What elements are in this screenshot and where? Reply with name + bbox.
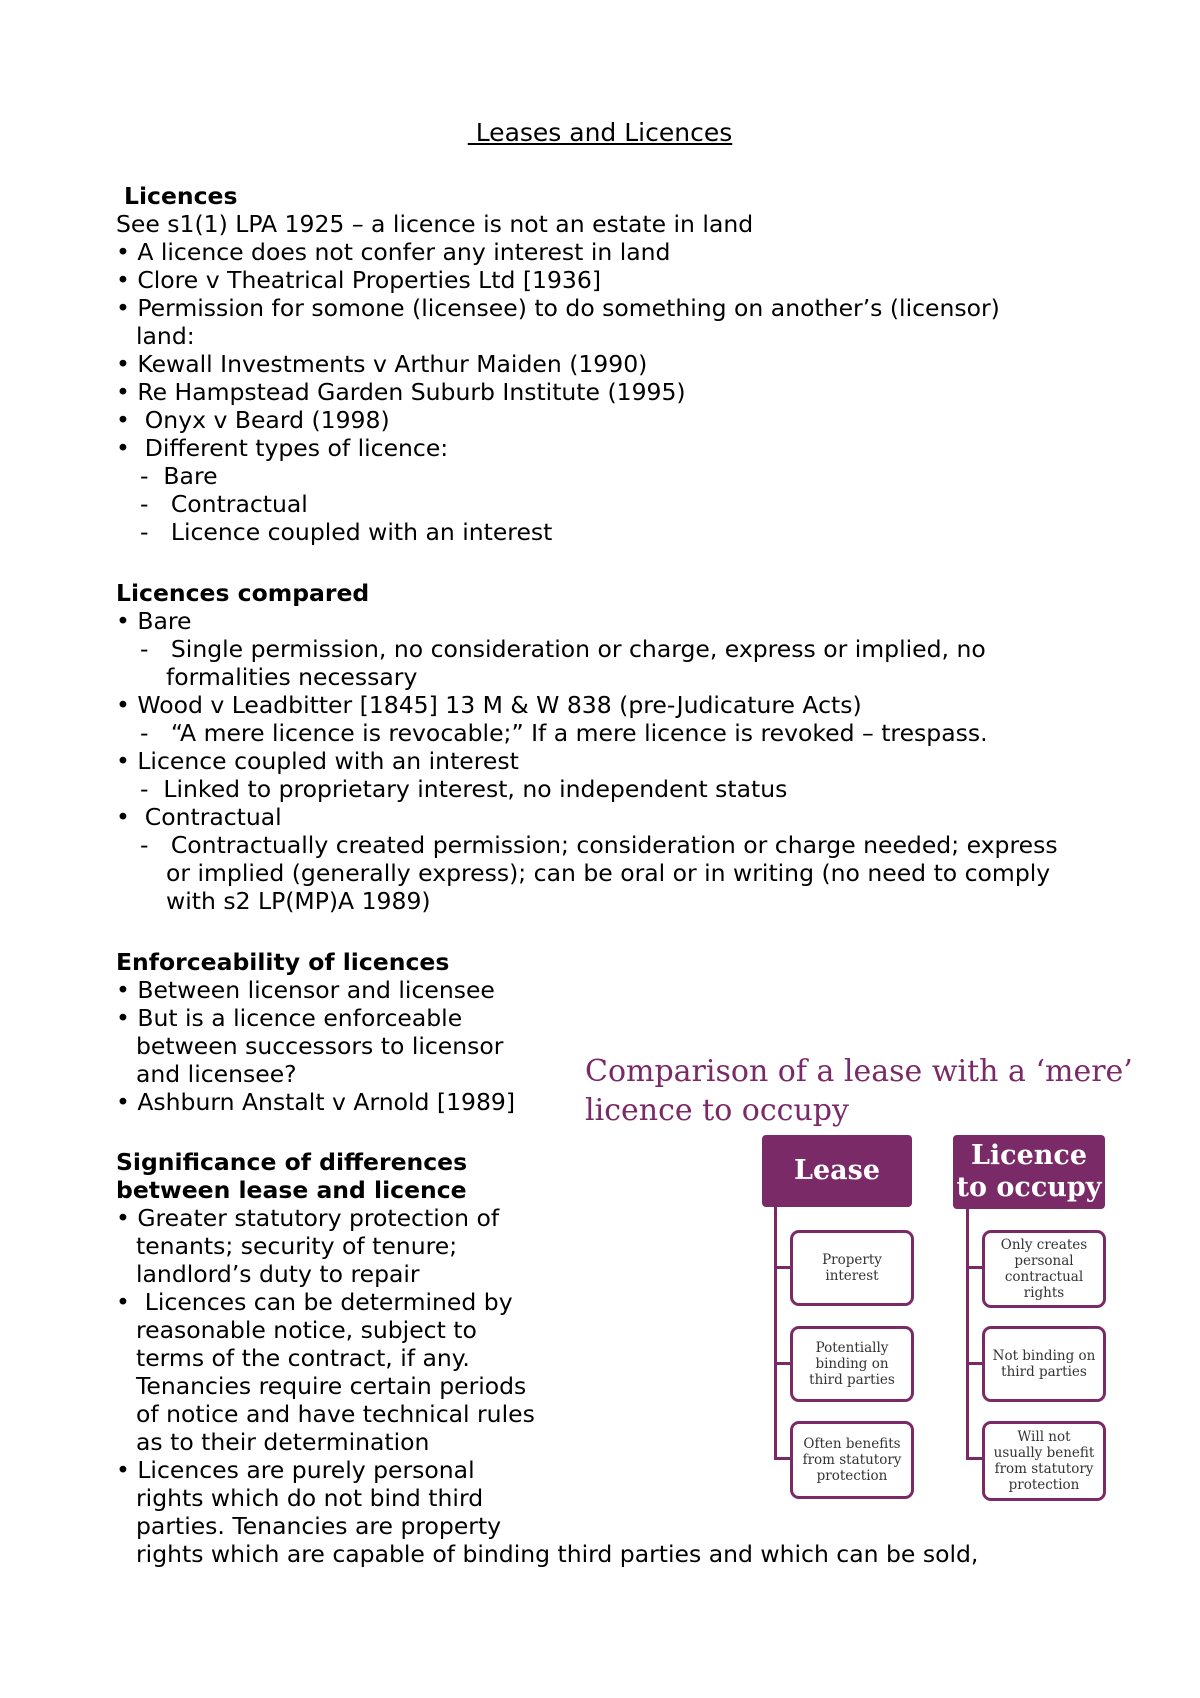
list-item: • Ashburn Anstalt v Arnold [1989] (116, 1088, 516, 1116)
list-item: • Kewall Investments v Arthur Maiden (1990) (116, 350, 648, 378)
licence-connector (966, 1266, 982, 1269)
list-item: • Between licensor and licensee (116, 976, 495, 1004)
list-item: formalities necessary (166, 663, 418, 691)
lease-header-label: Lease (793, 1155, 881, 1186)
enforceability-heading: Enforceability of licences (116, 948, 450, 976)
list-item: with s2 LP(MP)A 1989) (166, 887, 431, 915)
list-item: • Re Hampstead Garden Suburb Institute (1995) (116, 378, 686, 406)
list-item: • Licences can be determined by (116, 1288, 513, 1316)
list-item: • Permission for somone (licensee) to do something on another’s (licensor) (116, 294, 1000, 322)
licences-compared-heading: Licences compared (116, 579, 370, 607)
lease-connector (774, 1457, 790, 1460)
licence-header-label: to occupy (956, 1172, 1102, 1203)
list-item: • A licence does not confer any interest in land (116, 238, 671, 266)
list-item: • Different types of licence: (116, 434, 449, 462)
lease-connector (774, 1266, 790, 1269)
figure-title-line-1: Comparison of a lease with a ‘mere’ (585, 1054, 1133, 1089)
list-item: rights which are capable of binding third parties and which can be sold, (136, 1540, 979, 1568)
figure-title-line-2: licence to occupy (585, 1093, 849, 1128)
list-item: between successors to licensor (136, 1032, 504, 1060)
list-item: tenants; security of tenure; (136, 1232, 458, 1260)
lease-item-box: Property interest (790, 1230, 914, 1306)
licence-header (953, 1135, 1105, 1209)
list-item: land: (136, 322, 195, 350)
lease-item-box: Often benefits from statutory protection (790, 1421, 914, 1499)
licence-connector (966, 1362, 982, 1365)
list-item: • Greater statutory protection of (116, 1204, 500, 1232)
list-item: terms of the contract, if any. (136, 1344, 470, 1372)
significance-heading-line-2: between lease and licence (116, 1176, 467, 1204)
list-item: • Licences are purely personal (116, 1456, 475, 1484)
list-item: • But is a licence enforceable (116, 1004, 463, 1032)
licence-header-label: Licence (970, 1140, 1088, 1171)
licence-item-box: Will not usually benefit from statutory protection (982, 1421, 1106, 1501)
licence-item-box: Not binding on third parties (982, 1326, 1106, 1402)
list-item: • Onyx v Beard (1998) (116, 406, 390, 434)
list-item: Tenancies require certain periods (136, 1372, 527, 1400)
list-item: • Bare (116, 607, 192, 635)
list-item: reasonable notice, subject to (136, 1316, 477, 1344)
list-item: - Contractual (140, 490, 308, 518)
list-item: - Contractually created permission; consideration or charge needed; express (140, 831, 1058, 859)
list-item: parties. Tenancies are property (136, 1512, 502, 1540)
list-item: rights which do not bind third (136, 1484, 484, 1512)
list-item: as to their determination (136, 1428, 430, 1456)
lease-connector (774, 1207, 777, 1459)
list-item: - Bare (140, 462, 218, 490)
list-item: • Clore v Theatrical Properties Ltd [1936] (116, 266, 601, 294)
list-item: • Licence coupled with an interest (116, 747, 519, 775)
list-item: - “A mere licence is revocable;” If a mere licence is revoked – trespass. (140, 719, 988, 747)
list-item: - Licence coupled with an interest (140, 518, 553, 546)
list-item: landlord’s duty to repair (136, 1260, 420, 1288)
licences-heading: Licences (124, 182, 238, 210)
list-item: See s1(1) LPA 1925 – a licence is not an estate in land (116, 210, 754, 238)
list-item: or implied (generally express); can be oral or in writing (no need to comply (166, 859, 1051, 887)
list-item: - Single permission, no consideration or charge, express or implied, no (140, 635, 986, 663)
significance-heading-line-1: Significance of differences (116, 1148, 468, 1176)
list-item: • Wood v Leadbitter [1845] 13 M & W 838 (pre-Judicature Acts) (116, 691, 862, 719)
lease-header (762, 1135, 912, 1207)
list-item: of notice and have technical rules (136, 1400, 535, 1428)
licence-connector (966, 1457, 982, 1460)
licence-item-box: Only creates personal contractual rights (982, 1230, 1106, 1308)
page-title: Leases and Licences (467, 118, 733, 147)
list-item: and licensee? (136, 1060, 297, 1088)
lease-item-box: Potentially binding on third parties (790, 1326, 914, 1402)
list-item: • Contractual (116, 803, 282, 831)
lease-connector (774, 1362, 790, 1365)
licence-connector (966, 1209, 969, 1459)
list-item: - Linked to proprietary interest, no independent status (140, 775, 788, 803)
